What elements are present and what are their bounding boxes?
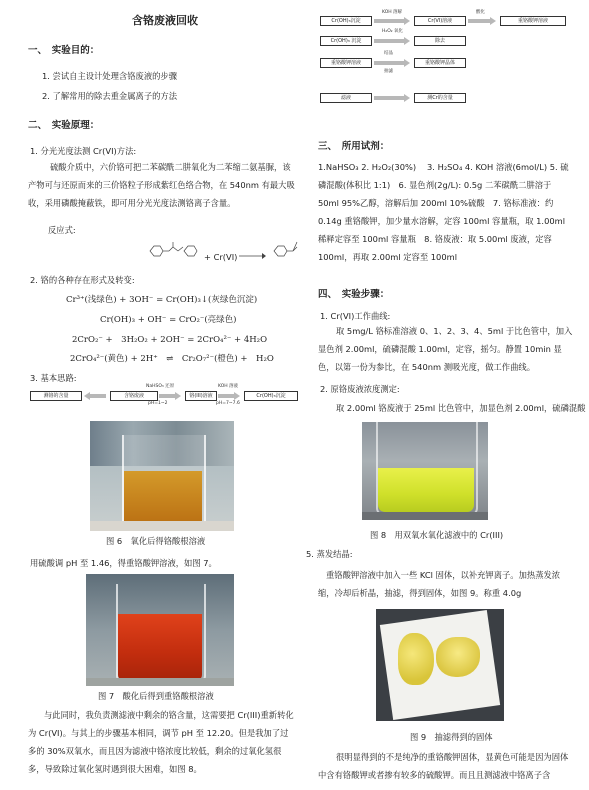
flow2-arrow-4-label-bottom: 抽滤 <box>384 69 393 74</box>
flow2-box-remove: 除去 <box>414 36 466 46</box>
figure-9-caption: 图 9 抽滤得到的固体 <box>410 732 493 742</box>
bottom-paragraph: 与此同时，我负责测滤液中剩余的铬含量，这需要把 Cr(III)重新转化为 Cr(VI)。与其上的步骤基本相同，调节 pH 至 12.20。但是我加了过多的 30%双氧水，而且因为滤液中铬浓度比较低，剩余的过氧化氢很多，导致除过氧化氢时遇到很大困难，如图 8。 <box>28 710 294 774</box>
after-figure-6-text: 用硫酸调 pH 至 1.46，得重铬酸钾溶液，如图 7。 <box>30 558 217 568</box>
figure-6-caption: 图 6 氧化后得铬酸根溶液 <box>106 536 206 546</box>
flow2-arrow-3 <box>374 38 410 44</box>
flow2-arrow-2 <box>468 18 496 24</box>
flow2-box-measure: 测Cr的含量 <box>414 93 466 103</box>
flow-arrow-1 <box>84 393 106 399</box>
figure-7-caption: 图 7 酸化后得到重铬酸根溶液 <box>98 691 214 701</box>
flow-box-waste: 含铬废液 <box>110 391 158 401</box>
flow2-box-precipitate-2: Cr(OH)₃ 沉淀 <box>320 36 372 46</box>
reaction-arrow <box>238 252 266 260</box>
figure-8-photo <box>362 422 488 520</box>
principle-1-heading: 1. 分光光度法测 Cr(VI)方法: <box>30 146 137 156</box>
flow-box-cr3: 铬(III)溶液 <box>185 391 217 401</box>
principle-2-heading: 2. 铬的各种存在形式及转变: <box>30 275 135 285</box>
flow-arrow-2-label-top: NaHSO₃ 还原 <box>146 384 175 389</box>
equation-2: Cr(OH)₃ + OH⁻ = CrO₂⁻(亮绿色) <box>100 315 237 325</box>
equation-4: 2CrO₄²⁻(黄色) + 2H⁺ ⇌ Cr₂O₇²⁻(橙色) + H₂O <box>70 354 274 364</box>
product-structure <box>272 239 302 263</box>
flow2-box-filtrate: 滤液 <box>320 93 372 103</box>
figure-8-caption: 图 8 用双氧水氧化滤液中的 Cr(III) <box>370 530 504 540</box>
flow-arrow-3 <box>218 393 240 399</box>
step-5-body: 重铬酸钾溶液中加入一些 KCl 固体，以补充钾离子。加热蒸发浓缩，冷却后析晶，抽滤，得到固体，如图 9。称重 4.0g <box>318 570 561 598</box>
reactant-structure <box>144 239 204 263</box>
section2-heading: 二、 实验原理： <box>28 120 100 131</box>
step-2-body: 取 2.00ml 铬废液于 25ml 比色管中，加显色剂 2.00ml，硫磷混酸 <box>336 403 586 413</box>
figure-6-photo <box>90 421 234 531</box>
flow-box-measure: 测铬的含量 <box>30 391 82 401</box>
step-2-heading: 2. 原铬废液浓度测定: <box>320 384 400 394</box>
flow-arrow-3-label-top: KOH 溶液 <box>218 384 239 389</box>
step-1-heading: 1. Cr(VI)工作曲线: <box>320 311 391 321</box>
principle-1-body: 硫酸介质中，六价铬可把二苯碳酰二肼氧化为二苯缩二氨基脲，该产物可与还原而来的三价铬粒子形成紫红色络合物，在 540nm 有最大吸收，采用磷酸掩蔽铁，即可用分光光度法测铬离子含量。 <box>28 162 295 208</box>
section3-heading: 三、 所用试剂： <box>318 141 390 152</box>
flow2-arrow-1-label-bottom: H₂O₂ 氧化 <box>382 29 403 34</box>
flow-arrow-2 <box>159 393 181 399</box>
flow2-box-crystal: 重铬酸钾晶体 <box>414 58 466 68</box>
flow2-arrow-2-label: 酸化 <box>476 10 485 15</box>
step-5-heading: 5. 蒸发结晶: <box>306 549 353 559</box>
flow2-arrow-1-label-top: KOH 溶解 <box>382 10 403 15</box>
flow-arrow-3-label-bottom: pH=7~7.6 <box>216 401 240 406</box>
step-1-body: 取 5mg/L 铬标准溶液 0、1、2、3、4、5ml 于比色管中，加入显色剂 2.00ml，硫磷混酸 1.00ml，定容，摇匀。静置 10min 显色，以第一份为参比，在 540nm 测吸光度，做工作曲线。 <box>318 326 573 372</box>
flow2-box-precipitate: Cr(OH)₃沉淀 <box>320 16 372 26</box>
flow2-box-dichromate-sol: 重铬酸钾溶液 <box>320 58 372 68</box>
objective-item-2: 2. 了解常用的除去重金属离子的方法 <box>42 91 178 101</box>
objective-item-1: 1. 尝试自主设计处理含铬废液的步骤 <box>42 71 178 81</box>
flow-box-precipitate: Cr(OH)₃沉淀 <box>244 391 298 401</box>
equation-3: 2CrO₂⁻ + 3H₂O₂ + 2OH⁻ = 2CrO₄²⁻ + 4H₂O <box>72 335 268 345</box>
final-paragraph: 很明显得到的不是纯净的重铬酸钾固体，显黄色可能是因为固体中含有铬酸钾或者掺有较多的硫酸钾。而且且测滤液中铬离子含 <box>318 752 569 780</box>
flow2-arrow-4-label-top: 结晶 <box>384 51 393 56</box>
reaction-label: 反应式: <box>48 225 76 235</box>
figure-9-photo <box>376 609 504 721</box>
flow2-arrow-1 <box>374 18 410 24</box>
flow2-arrow-5 <box>374 95 410 101</box>
reagents-list: 1.NaHSO₃ 2. H₂O₂(30%) 3. H₂SO₄ 4. KOH 溶液(6mol/L) 5. 硫磷混酸(体积比 1:1) 6. 显色剂(2g/L): 0.5g 二苯碳酰二肼溶于 50ml 95%乙醇，溶解后加 200ml 10%硫酸 7. 铬标准液：约 0.14g 重铬酸钾，加少量水溶解，定容 100ml 容量瓶，取 1.00ml 稀释定容至 100ml 容量瓶 8. 铬废液：取 5.00ml 废液，定容 100ml，再取 2.00ml 定容至 100ml <box>318 162 569 262</box>
section4-heading: 四、 实验步骤： <box>318 289 390 300</box>
figure-7-photo <box>86 574 234 686</box>
flow2-box-cr6: Cr(VI)溶液 <box>414 16 466 26</box>
flow2-arrow-4 <box>374 60 410 66</box>
flow2-box-dichromate: 重铬酸钾溶液 <box>500 16 566 26</box>
principle-3-heading: 3. 基本思路: <box>30 373 77 383</box>
page-title: 含铬废液回收 <box>132 14 198 27</box>
section1-heading: 一、 实验目的： <box>28 45 100 56</box>
equation-1: Cr³⁺(浅绿色) + 3OH⁻ = Cr(OH)₃↓(灰绿色沉淀) <box>66 295 258 305</box>
reactant-cr6: + Cr(VI) <box>204 252 238 262</box>
flow-arrow-2-label-bottom: pH=1~2 <box>148 401 168 406</box>
